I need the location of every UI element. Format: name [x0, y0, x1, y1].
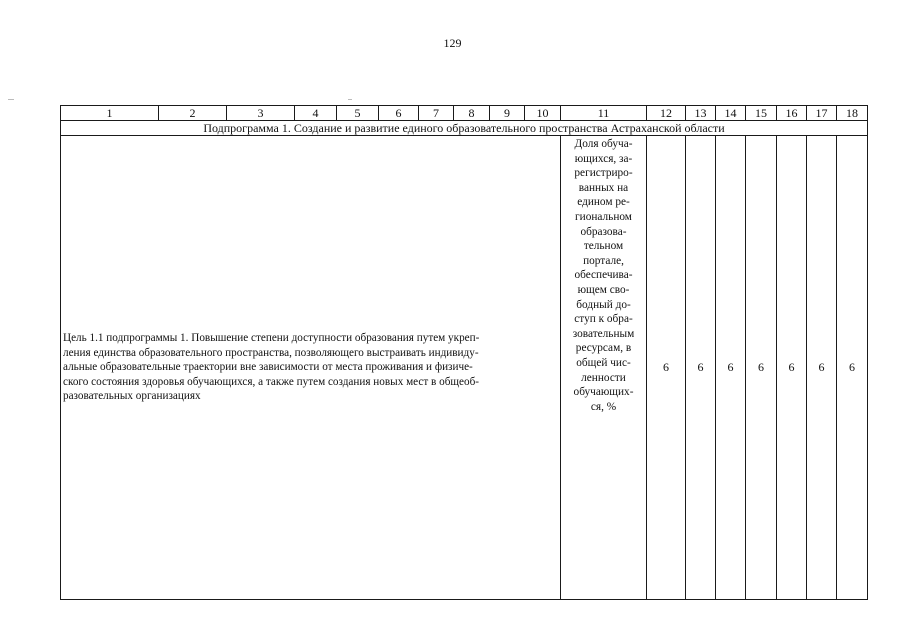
indicator-line: гиональном — [575, 210, 632, 223]
indicator-table — [60, 105, 868, 600]
subprogram-title: Подпрограмма 1. Создание и развитие единого образовательного пространства Астраханской области — [61, 121, 868, 136]
column-header: 3 — [227, 106, 295, 121]
indicator-line: тельном — [583, 240, 624, 253]
column-header: 17 — [807, 106, 837, 121]
column-header: 5 — [337, 106, 379, 121]
indicator-line: ся, % — [590, 400, 617, 413]
column-header: 6 — [379, 106, 419, 121]
indicator-cell — [561, 136, 647, 600]
column-header: 15 — [746, 106, 777, 121]
column-header: 7 — [419, 106, 454, 121]
column-header: 4 — [295, 106, 337, 121]
value-cell-14: 6 — [716, 136, 746, 600]
table-row — [61, 136, 868, 600]
goal-line: разовательных организациях — [63, 390, 201, 403]
column-header: 18 — [837, 106, 868, 121]
column-header: 10 — [525, 106, 561, 121]
indicator-line: ванных на — [578, 181, 629, 194]
indicator-line: обеспечива- — [574, 269, 633, 282]
column-header: 14 — [716, 106, 746, 121]
indicator-line: ступ к обра- — [574, 313, 633, 326]
goal-line: ления единства образовательного пространства, позволяющего выстраивать индивиду- — [63, 346, 479, 359]
subprogram-row — [61, 121, 868, 136]
indicator-line: обучающих- — [573, 386, 634, 399]
value-cell-13: 6 — [686, 136, 716, 600]
goal-line: ского состояния здоровья обучающихся, а также путем создания новых мест в общеоб- — [63, 375, 480, 388]
indicator-line: ющем сво- — [577, 283, 630, 296]
indicator-line: регистриро- — [574, 167, 633, 180]
indicator-line: Доля обуча- — [574, 138, 633, 150]
column-header: 9 — [490, 106, 525, 121]
indicator-line: ленности — [581, 371, 626, 384]
indicator-line: едином ре- — [577, 196, 630, 209]
column-header: 11 — [561, 106, 647, 121]
column-header: 1 — [61, 106, 159, 121]
column-number-row — [61, 106, 868, 121]
indicator-line: бодный до- — [576, 298, 631, 311]
goal-line: альные образовательные траектории вне зависимости от места проживания и физиче- — [63, 361, 473, 374]
goal-line: Цель 1.1 подпрограммы 1. Повышение степени доступности образования путем укреп- — [63, 332, 480, 345]
indicator-line: зовательным — [572, 327, 635, 340]
indicator-line: образова- — [580, 225, 627, 238]
goal-cell — [61, 136, 561, 600]
indicator-line: общей чис- — [576, 356, 631, 369]
indicator-line: ресурсам, в — [575, 342, 632, 355]
column-header: 8 — [454, 106, 490, 121]
value-cell-18: 6 — [837, 136, 868, 600]
value-cell-12: 6 — [647, 136, 686, 600]
value-cell-16: 6 — [777, 136, 807, 600]
column-header: 12 — [647, 106, 686, 121]
indicator-line: портале, — [583, 254, 624, 267]
value-cell-15: 6 — [746, 136, 777, 600]
scan-mark — [8, 99, 14, 100]
column-header: 16 — [777, 106, 807, 121]
page-number: 129 — [443, 36, 462, 50]
value-cell-17: 6 — [807, 136, 837, 600]
column-header: 2 — [159, 106, 227, 121]
indicator-line: ющихся, за- — [574, 152, 633, 165]
scan-mark — [348, 99, 352, 100]
column-header: 13 — [686, 106, 716, 121]
